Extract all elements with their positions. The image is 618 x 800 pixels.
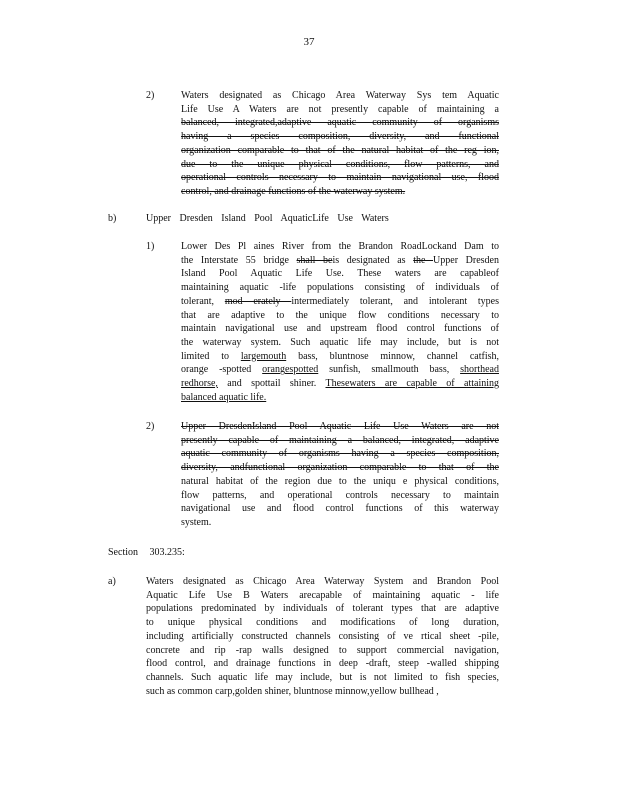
struck-text: organization comparable to that of the natural habitat of the reg ion, bbox=[181, 144, 499, 156]
text-segment: flood control, and drainage functions in deep -draft, steep -walled shipping bbox=[146, 658, 499, 670]
text-line bbox=[146, 685, 499, 699]
text-line bbox=[181, 461, 499, 475]
text-segment: that are adaptive to the unique flow conditions necessary to bbox=[181, 309, 499, 321]
text-line bbox=[181, 489, 499, 503]
text-segment: bass, bluntnose minnow, channel catfish, bbox=[286, 350, 499, 362]
text-line bbox=[181, 144, 499, 158]
text-segment: the waterway system. Such aquatic life may include, but is not bbox=[181, 336, 499, 348]
text-line bbox=[181, 363, 499, 377]
text-line bbox=[146, 644, 499, 658]
struck-text: mod erately bbox=[224, 295, 292, 307]
text-line bbox=[181, 158, 499, 172]
text-segment: natural habitat of the region due to the uniqu e physical conditions, bbox=[181, 475, 499, 487]
item-b1-text bbox=[181, 240, 499, 404]
text-line bbox=[181, 350, 499, 364]
item-b1-label: 1) bbox=[146, 241, 155, 252]
text-segment: flow patterns, and operational controls necessary to maintain bbox=[181, 489, 499, 501]
text-segment: concrete and rip -rap walls designed to support commercial navigation, bbox=[146, 644, 499, 656]
text-line bbox=[181, 171, 499, 185]
struck-text: due to the unique physical conditions, flow patterns, and bbox=[181, 158, 499, 170]
text-segment: system. bbox=[181, 516, 212, 528]
underlined-text: largemouth bbox=[240, 350, 287, 362]
text-line bbox=[181, 391, 499, 405]
underlined-text: orangespotted bbox=[262, 364, 319, 376]
text-line bbox=[146, 575, 499, 589]
struck-text: having a species composition, diversity, and functional bbox=[181, 131, 499, 143]
text-line bbox=[181, 434, 499, 448]
text-line bbox=[181, 103, 499, 117]
text-line bbox=[181, 254, 499, 268]
text-segment: and spottail shiner. bbox=[217, 378, 326, 390]
text-line bbox=[181, 130, 499, 144]
text-line bbox=[181, 502, 499, 516]
underlined-text: Thesewaters are capable of attaining bbox=[325, 378, 499, 390]
text-segment: maintain navigational use and upstream flood control functions of bbox=[181, 323, 499, 335]
text-segment: the Interstate 55 bridge bbox=[181, 254, 297, 266]
section-b-label: b) bbox=[108, 213, 117, 224]
text-line bbox=[181, 475, 499, 489]
text-line bbox=[146, 602, 499, 616]
text-segment: sunfish, smallmouth bass, bbox=[318, 364, 461, 376]
struck-text: presently capable of maintaining a balanced, integrated, adaptive bbox=[181, 434, 499, 446]
text-segment: maintaining aquatic -life populations consisting of individuals of bbox=[181, 282, 499, 294]
page-number: 37 bbox=[303, 36, 315, 48]
text-line bbox=[181, 240, 499, 254]
underlined-text: shorthead bbox=[460, 364, 499, 376]
text-segment: Aquatic Life Use B Waters arecapable of maintaining aquatic - life bbox=[146, 589, 499, 601]
text-line bbox=[146, 671, 499, 685]
text-line bbox=[181, 89, 499, 103]
text-line bbox=[181, 267, 499, 281]
section-a-label: a) bbox=[108, 576, 116, 587]
text-segment: tolerant, bbox=[181, 295, 225, 307]
text-segment: Lower Des Pl aines River from the Brandon RoadLockand Dam to bbox=[181, 241, 499, 252]
struck-text: balanced, integrated,adaptive aquatic community of organisms bbox=[181, 117, 499, 129]
underlined-text: balanced aquatic life. bbox=[181, 391, 267, 403]
section-a-text bbox=[146, 575, 499, 698]
text-line bbox=[181, 377, 499, 391]
text-line bbox=[181, 336, 499, 350]
text-segment: Waters designated as Chicago Area Waterway Sys tem Aquatic bbox=[181, 90, 499, 101]
text-segment: populations predominated by individuals of tolerant types that are adaptive bbox=[146, 603, 499, 615]
struck-text: control, and drainage functions of the waterway system. bbox=[181, 185, 406, 197]
item-a2-label: 2) bbox=[146, 90, 155, 101]
text-segment: such as common carp,golden shiner, bluntnose minnow,yellow bullhead , bbox=[146, 685, 439, 697]
text-segment: is designated as bbox=[332, 254, 414, 266]
text-line bbox=[146, 630, 499, 644]
text-line bbox=[146, 657, 499, 671]
struck-text: diversity, andfunctional organization comparable to that of the bbox=[181, 462, 499, 474]
section-heading: Section 303.235: bbox=[108, 547, 185, 558]
underlined-text: redhorse, bbox=[181, 378, 218, 390]
text-line bbox=[181, 309, 499, 323]
text-segment: channels. Such aquatic life may include, but is not limited to fish species, bbox=[146, 671, 499, 683]
text-line bbox=[181, 116, 499, 130]
item-a2-text bbox=[181, 89, 499, 199]
text-segment: limited to bbox=[181, 350, 241, 362]
text-segment: Upper Dresden bbox=[433, 254, 499, 266]
text-segment: Waters designated as Chicago Area Waterway System and Brandon Pool bbox=[146, 576, 499, 587]
text-line bbox=[146, 589, 499, 603]
text-line bbox=[181, 281, 499, 295]
struck-text: the bbox=[413, 254, 434, 266]
struck-text: Upper DresdenIsland Pool Aquatic Life Use Waters are not bbox=[181, 421, 499, 432]
text-line bbox=[146, 616, 499, 630]
text-line bbox=[181, 420, 499, 434]
text-line bbox=[181, 516, 499, 530]
text-segment: Life Use A Waters are not presently capable of maintaining a bbox=[181, 103, 499, 115]
text-segment: Island Pool Aquatic Life Use. These waters are capableof bbox=[181, 268, 499, 280]
item-b2-label: 2) bbox=[146, 421, 155, 432]
text-segment: to unique physical conditions and modifications of long duration, bbox=[146, 617, 499, 629]
text-line bbox=[181, 447, 499, 461]
text-segment: intermediately tolerant, and intolerant types bbox=[291, 295, 499, 307]
struck-text: operational controls necessary to maintain navigational use, flood bbox=[181, 172, 499, 184]
struck-text: shall be bbox=[296, 254, 333, 266]
text-segment: navigational use and flood control functions of this waterway bbox=[181, 503, 499, 515]
section-b-heading: Upper Dresden Island Pool AquaticLife Use Waters bbox=[146, 213, 389, 224]
item-b2-text bbox=[181, 420, 499, 530]
text-line bbox=[181, 322, 499, 336]
text-segment: orange -spotted bbox=[181, 364, 263, 376]
text-segment: including artificially constructed channels consisting of ve rtical sheet -pile, bbox=[146, 630, 499, 642]
text-line bbox=[181, 295, 499, 309]
struck-text: aquatic community of organisms having a species composition, bbox=[181, 448, 499, 460]
text-line bbox=[181, 185, 499, 199]
